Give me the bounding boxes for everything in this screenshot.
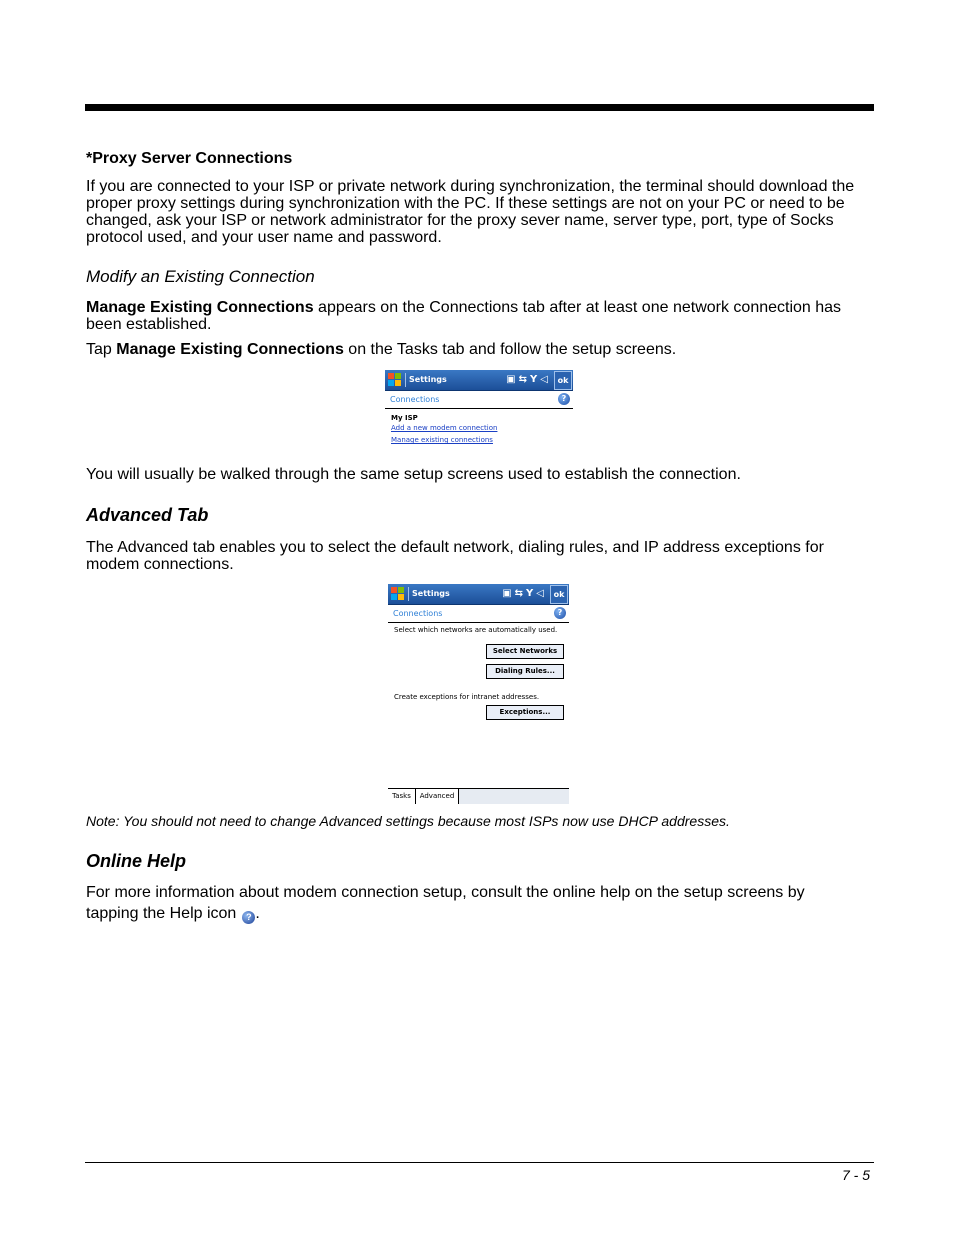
manage-existing-bold: Manage Existing Connections [86,299,314,316]
proxy-heading: *Proxy Server Connections [86,150,293,167]
header-rule [85,104,874,111]
footer-rule [85,1162,874,1163]
modify-p2-pre: Tap [86,341,117,358]
input-icon[interactable]: ▣ [506,374,519,385]
modify-paragraph-2 [86,341,876,358]
volume-icon[interactable]: ◁ [536,588,547,599]
modify-p1-text: appears on the Connections tab after at least one network connection has been established. [86,299,842,333]
advanced-paragraph: The Advanced tab enables you to select the default network, dialing rules, and IP address exceptions for modem connections. [86,539,824,573]
title-bar [388,584,569,605]
advanced-heading: Advanced Tab [86,505,209,525]
dialing-rules-button[interactable]: Dialing Rules... [486,664,564,679]
windows-start-icon[interactable] [391,587,405,601]
title-bar [385,370,573,391]
help-icon[interactable]: ? [554,607,566,619]
help-line-end: . [255,905,260,922]
note-text: Note: You should not need to change Advanced settings because most ISPs now use DHCP addresses. [86,813,730,829]
tab-strip [388,788,569,805]
my-isp-label: My ISP [391,414,418,422]
walked-through-paragraph: You will usually be walked through the same setup screens used to establish the connection. [86,466,741,483]
proxy-paragraph: If you are connected to your ISP or private network during synchronization, the terminal should download the proper proxy settings during synchronization with the PC. If these settings are not on your PC or need to be changed, ask your ISP or network administrator for the proxy sever name, server type, port, type of Socks protocol used, and your user name and password. [86,178,855,246]
tab-tasks[interactable]: Tasks [388,789,416,804]
windows-start-icon[interactable] [388,373,402,387]
exceptions-text: Create exceptions for intranet addresses. [394,693,540,701]
online-help-line-2 [86,905,876,924]
input-icon[interactable]: ▣ [502,588,515,599]
signal-icon[interactable]: Y [530,374,541,385]
status-icons [506,374,551,385]
tab-advanced[interactable]: Advanced [416,789,459,804]
ok-button[interactable]: ok [554,371,572,390]
modify-paragraph-1 [86,299,876,333]
connectivity-icon[interactable]: ⇆ [514,588,527,599]
ok-button[interactable]: ok [550,585,568,604]
title-text: Settings [412,589,450,598]
connections-label: Connections [393,609,443,618]
connections-tasks-screenshot [385,370,573,448]
connections-label: Connections [390,395,440,404]
title-separator [405,373,406,387]
modify-heading: Modify an Existing Connection [86,267,315,286]
help-icon: ? [242,911,255,924]
manage-connections-link[interactable]: Manage existing connections [391,436,493,444]
online-help-heading: Online Help [86,851,187,871]
online-help-line-1: For more information about modem connection setup, consult the online help on the setup screens by [86,884,805,901]
select-networks-button[interactable]: Select Networks [486,644,564,659]
volume-icon[interactable]: ◁ [540,374,551,385]
manage-existing-bold-2: Manage Existing Connections [116,341,344,358]
tab-strip-filler [459,789,569,804]
exceptions-button[interactable]: Exceptions... [486,705,564,720]
help-line-text: tapping the Help icon [86,905,237,922]
subheading-bar [388,605,569,623]
title-separator [408,587,409,601]
help-icon[interactable]: ? [558,393,570,405]
status-icons [502,588,547,599]
subheading-bar [385,391,573,409]
signal-icon[interactable]: Y [526,588,537,599]
connections-advanced-screenshot [388,584,569,806]
page-number: 7 - 5 [841,1167,870,1183]
connectivity-icon[interactable]: ⇆ [518,374,531,385]
title-text: Settings [409,375,447,384]
add-modem-link[interactable]: Add a new modem connection [391,424,498,432]
select-networks-text: Select which networks are automatically used. [394,626,558,634]
modify-p2-text: on the Tasks tab and follow the setup screens. [343,341,677,358]
